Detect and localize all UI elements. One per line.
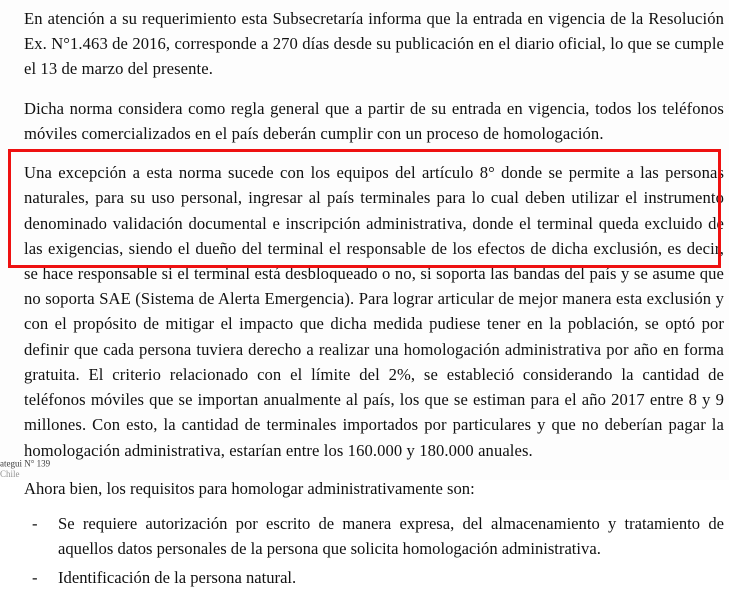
paragraph-2: Dicha norma considera como regla general que a partir de su entrada en vigencia, todos los teléfonos móviles comercializados en el país deberán cumplir con un proceso de homologación. — [24, 98, 724, 143]
dash-marker: - — [32, 568, 38, 588]
highlighted-paragraph-text: Una excepción a esta norma sucede con los equipos del artículo 8° donde se permite a las personas naturales, para su uso personal, ingresar al país terminales para lo cual deben utilizar el instrumento denominado validación documental e inscripción administrativa, donde el terminal queda excluido de las exigencias, siendo el dueño del terminal el responsable de los efectos de dicha exclusión, es decir, se hace responsable si el terminal está desbloqueado o no, si soporta las bandas del país y se asume que no soporta SAE (Sistema de Alerta Emergencia). Para lograr articular de mejor manera esta exclusión y con el propósito de mitigar el impacto que dicha medida pudiese tener en la población, se optó por definir que cada persona tuviera derecho a realizar una homologación administrativa por año en forma gratuita. El criterio relacionado con el límite del 2%, se estableció considerando la cantidad de teléfonos móviles que se importan anualmente al país, los que se estiman para el año 2017 entre 8 y 9 millones. Con esto, la cantidad de terminales importados por particulares y que no deberían pagar la homologación administrativa, estarían entre los 160.000 y 180.000 anuales. — [24, 163, 724, 460]
page-footer — [0, 458, 50, 480]
list-intro-text: Ahora bien, los requisitos para homologar administrativamente son: — [24, 478, 475, 498]
dash-marker: - — [32, 513, 38, 533]
footer-address-line: ategui N° 139 — [0, 458, 51, 469]
highlighted-paragraph-block — [24, 160, 724, 463]
paragraph-1: En atención a su requerimiento esta Subsecretaría informa que la entrada en vigencia de la Resolución Ex. N°1.463 de 2016, corresponde a 270 días desde su publicación en el diario oficial, lo que se cumple el 13 de marzo del presente. — [24, 9, 724, 79]
list-item-text: Se requiere autorización por escrito de manera expresa, del almacenamiento y tratamiento de aquellos datos personales de la persona que solicita homologación administrativa. — [58, 513, 724, 558]
list-item — [24, 566, 724, 591]
list-item — [24, 512, 724, 562]
page-right-edge — [729, 0, 745, 480]
list-item-text: Identificación de la persona natural. — [58, 568, 297, 588]
document-body — [24, 6, 724, 596]
footer-country-line: Chile — [0, 469, 20, 480]
requirements-list — [24, 512, 724, 592]
